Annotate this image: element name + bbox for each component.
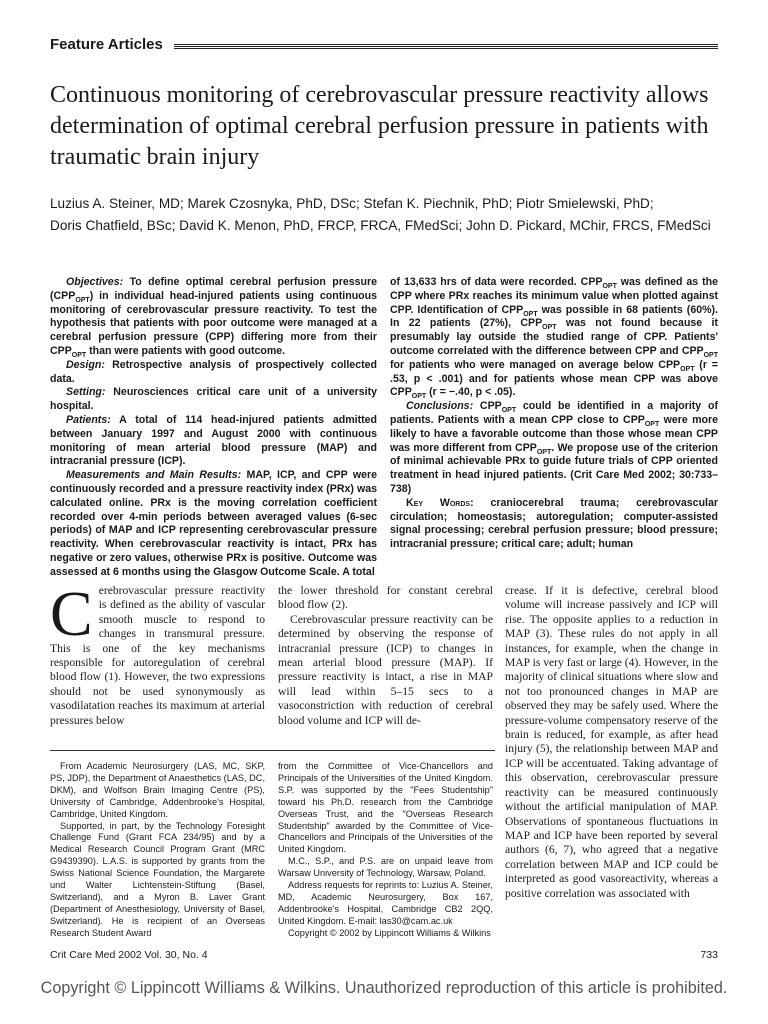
footnote-copyright: Copyright © 2002 by Lippincott Williams & Wilkins	[288, 927, 491, 938]
footnote-reprints: Address requests for reprints to: Luzius A. Steiner, MD, Academic Neurosurgery, Box 167, Addenbrooke's Hospital, Cambridge CB2 2QQ, United Kingdom. E-mail: las30@cam.ac.uk	[278, 880, 493, 926]
author-line-2: Doris Chatfield, BSc; David K. Menon, PhD, FRCP, FRCA, FMedSci; John D. Pickard, MChir, FRCS, FMedSci	[50, 218, 711, 233]
objectives-label: Objectives:	[66, 276, 124, 288]
body-paragraph: erebrovascular pressure reactivity is defined as the ability of vascular smooth muscle to respond to changes in transmural pressure. This is one of the key mechanisms responsible for autoregulation of cerebral blood flow (1). However, the two expressions should not be used synonymously as vasodilatation reaches its maximum at arterial pressures below	[50, 584, 265, 727]
keywords-label: Key Words:	[406, 496, 474, 509]
section-heading: Feature Articles	[50, 36, 163, 53]
footnote-right-column	[278, 761, 493, 940]
journal-citation: Crit Care Med 2002 Vol. 30, No. 4	[50, 949, 208, 961]
abstract-conclusions: Conclusions: $CPP_{OPT}$ could be identified in a majority of patients. Patients with a mean CPP close to $CPP_{OPT}$ were more likely to have a favorable outcome than those whose mean CPP was more different from $CPP_{OPT}$. We propose use of the criterion of minimal achievable PRx to guide future trials of CPP oriented treatment in head injured patients. (Crit Care Med 2002; 30:733–738)	[390, 400, 719, 495]
page-number: 733	[700, 949, 718, 961]
design-label: Design:	[66, 358, 105, 371]
author-list	[50, 193, 730, 237]
abstract-setting: Setting: Neurosciences critical care unit of a university hospital.	[50, 386, 377, 413]
abstract-measurements: Measurements and Main Results: MAP, ICP, and CPP were continuously recorded and a pressure reactivity index (PRx) was calculated online. PRx is the moving correlation coefficient recorded over 4-min periods between averaged values (6-sec periods) of MAP and ICP representing cerebrovascular pressure reactivity. When cerebrovascular reactivity is intact, PRx has negative or zero values, otherwise PRx is positive. Outcome was assessed at 6 months using the Glasgow Outcome Scale. A total	[50, 469, 377, 578]
abstract-results-continued: of 13,633 hrs of data were recorded. $CPP_{OPT}$ was defined as the CPP where PRx reaches its minimum value when plotted against CPP. Identification of $CPP_{OPT}$ was possible in 68 patients (60%). In 22 patients (27%), $CPP_{OPT}$ was not found because it presumably lay outside the studied range of CPP. Patients' outcome correlated with the difference between CPP and $CPP_{OPT}$ for patients who were managed on average below $CPP_{OPT}$ (r = .53, p < .001) and for patients whose mean CPP was above $CPP_{OPT}$ (r = −.40, p < .05).	[390, 276, 719, 401]
article-title: Continuous monitoring of cerebrovascular pressure reactivity allows determination of optimal cerebral perfusion pressure in patients with traumatic brain injury	[50, 82, 709, 170]
abstract-left-column	[50, 276, 377, 580]
patients-label: Patients:	[66, 413, 111, 426]
footnote-funding: Supported, in part, by the Technology Foresight Challenge Fund (Grant FCA 234/95) and by a Medical Research Council Program Grant (MRC G9439390). L.A.S. is supported by grants from the Swiss National Science Foundation, the Margarete und Walter Lichtenstein-Stiftung (Basel, Switzerland), and a Myron B. Laver Grant (Department of Anesthesiology, University of Basel, Switzerland). He is recipient of an Overseas Research Student Award	[50, 820, 265, 938]
footnote-left-column	[50, 761, 265, 940]
measurements-label: Measurements and Main Results:	[66, 469, 242, 482]
conclusions-label: Conclusions:	[406, 400, 474, 413]
setting-label: Setting:	[66, 386, 106, 399]
copyright-banner: Copyright © Lippincott Williams & Wilkins. Unauthorized reproduction of this article is prohibited.	[40, 979, 728, 997]
body-column-1	[50, 578, 265, 728]
abstract-keywords: Key Words: craniocerebral trauma; cerebrovascular circulation; homeostasis; autoregulation; computer-assisted signal processing; cerebral perfusion pressure; blood pressure; intracranial pressure; critical care; adult; human	[390, 496, 718, 551]
footnote-leave: M.C., S.P., and P.S. are on unpaid leave from Warsaw University of Technology, Warsaw, Poland.	[278, 856, 493, 879]
abstract-objectives: Objectives: To define optimal cerebral perfusion pressure $(CPP_{OPT})$ in individual head-injured patients using continuous monitoring of cerebrovascular pressure reactivity. To test the hypothesis that patients with poor outcome were managed at a cerebral perfusion pressure (CPP) differing more from their $CPP_{OPT}$ than were patients with good outcome.	[50, 276, 377, 360]
author-line-1: Luzius A. Steiner, MD; Marek Czosnyka, PhD, DSc; Stefan K. Piechnik, PhD; Piotr Smielewski, PhD;	[50, 196, 654, 211]
drop-cap: C	[50, 578, 93, 649]
body-paragraph: the lower threshold for constant cerebral blood flow (2).	[278, 584, 493, 612]
body-column-3	[505, 584, 718, 901]
footnote-divider	[50, 750, 495, 751]
body-paragraph: Cerebrovascular pressure reactivity can be determined by observing the response of intracranial pressure (ICP) to changes in mean arterial blood pressure (MAP). If pressure reactivity is intact, a rise in MAP will lead within 5–15 secs to a vasoconstriction with reduction of cerebral blood volume and ICP will de-	[278, 612, 493, 727]
abstract-design: Design: Retrospective analysis of prospectively collected data.	[50, 358, 377, 385]
section-heading-rule	[174, 44, 718, 49]
footnote-affiliations: From Academic Neurosurgery (LAS, MC, SKP, PS, JDP), the Department of Anaesthetics (LAS, DC, DKM), and Wolfson Brain Imaging Centre (PS), University of Cambridge, Addenbrooke's Hospital, Cambridge, United Kingdom.	[50, 761, 265, 819]
body-paragraph: crease. If it is defective, cerebral blood volume will increase passively and ICP will rise. The opposite applies to a reduction in MAP (3). These rules do not apply in all instances, for example, when the change in MAP is very fast or large (4). However, in the majority of clinical situations where slow and not too pronounced changes in MAP are observed they may be safely used. Where the pressure-volume compensatory reserve of the brain is reduced, for example, as after head injury (5), the relationship between MAP and ICP will be accentuated. Taking advantage of this observation, cerebrovascular pressure reactivity can be measured continuously without the artificial manipulation of MAP. Observations of spontaneous fluctuations in MAP and ICP have been reported by several authors (6, 7), who agreed that a negative correlation between MAP and ICP could be interpreted as good vasoreactivity, whereas a positive correlation was associated with	[505, 584, 719, 900]
abstract-right-column	[390, 276, 718, 552]
footnote-funding-continued: from the Committee of Vice-Chancellors and Principals of the Universities of the United Kingdom. S.P. was supported by the "Fees Studentship" toward his Ph.D. research from the Cambridge Overseas Trust, and the "Overseas Research Studentship" awarded by the Committee of Vice-Chancellors and Principals of the Universities of the United Kingdom.	[278, 761, 493, 855]
abstract-patients: Patients: A total of 114 head-injured patients admitted between January 1997 and August 2000 with continuous monitoring of mean arterial blood pressure (MAP) and intracranial pressure (ICP).	[50, 413, 377, 468]
body-column-2	[278, 584, 493, 728]
